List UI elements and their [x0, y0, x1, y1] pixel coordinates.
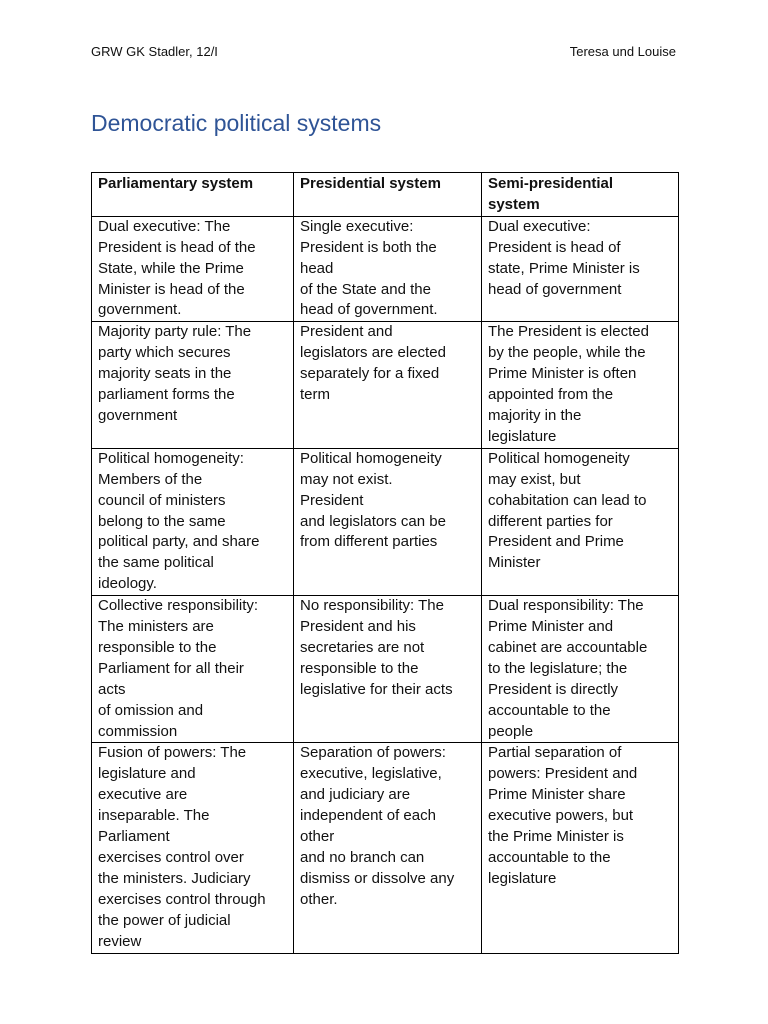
table-row — [92, 216, 679, 322]
table-cell: Majority party rule: The party which secures majority seats in the parliament forms the government — [92, 322, 294, 448]
table-cell: Dual responsibility: The Prime Minister and cabinet are accountable to the legislature; the President is directly accountable to the people — [482, 596, 679, 743]
column-header-presidential: Presidential system — [294, 173, 482, 217]
table-row — [92, 596, 679, 743]
table-row — [92, 743, 679, 953]
table-cell: Single executive: President is both the head of the State and the head of government. — [294, 216, 482, 322]
table-cell: Partial separation of powers: President and Prime Minister share executive powers, but the Prime Minister is accountable to the legislature — [482, 743, 679, 953]
table-cell: Dual executive: President is head of state, Prime Minister is head of government — [482, 216, 679, 322]
table-cell: President and legislators are elected separately for a fixed term — [294, 322, 482, 448]
table-cell: Political homogeneity may not exist. President and legislators can be from different parties — [294, 448, 482, 595]
table-cell: Collective responsibility: The ministers are responsible to the Parliament for all their acts of omission and commission — [92, 596, 294, 743]
header-authors: Teresa und Louise — [569, 44, 676, 59]
page-header — [91, 42, 676, 62]
header-course: GRW GK Stadler, 12/I — [91, 44, 218, 59]
table-cell: Fusion of powers: The legislature and executive are inseparable. The Parliament exercises control over the ministers. Judiciary exercises control through the power of judicial review — [92, 743, 294, 953]
table-header-row — [92, 173, 679, 217]
table-cell: Political homogeneity may exist, but cohabitation can lead to different parties for President and Prime Minister — [482, 448, 679, 595]
comparison-table — [91, 172, 679, 954]
table-cell: Dual executive: The President is head of the State, while the Prime Minister is head of the government. — [92, 216, 294, 322]
table-cell: No responsibility: The President and his secretaries are not responsible to the legislative for their acts — [294, 596, 482, 743]
column-header-parliamentary: Parliamentary system — [92, 173, 294, 217]
table-cell: Political homogeneity: Members of the council of ministers belong to the same political party, and share the same political ideology. — [92, 448, 294, 595]
column-header-semi-presidential: Semi-presidential system — [482, 173, 679, 217]
document-title: Democratic political systems — [91, 110, 382, 136]
table-cell: Separation of powers: executive, legislative, and judiciary are independent of each other and no branch can dismiss or dissolve any other. — [294, 743, 482, 953]
table-row — [92, 448, 679, 595]
table-cell: The President is elected by the people, while the Prime Minister is often appointed from the majority in the legislature — [482, 322, 679, 448]
table-row — [92, 322, 679, 448]
